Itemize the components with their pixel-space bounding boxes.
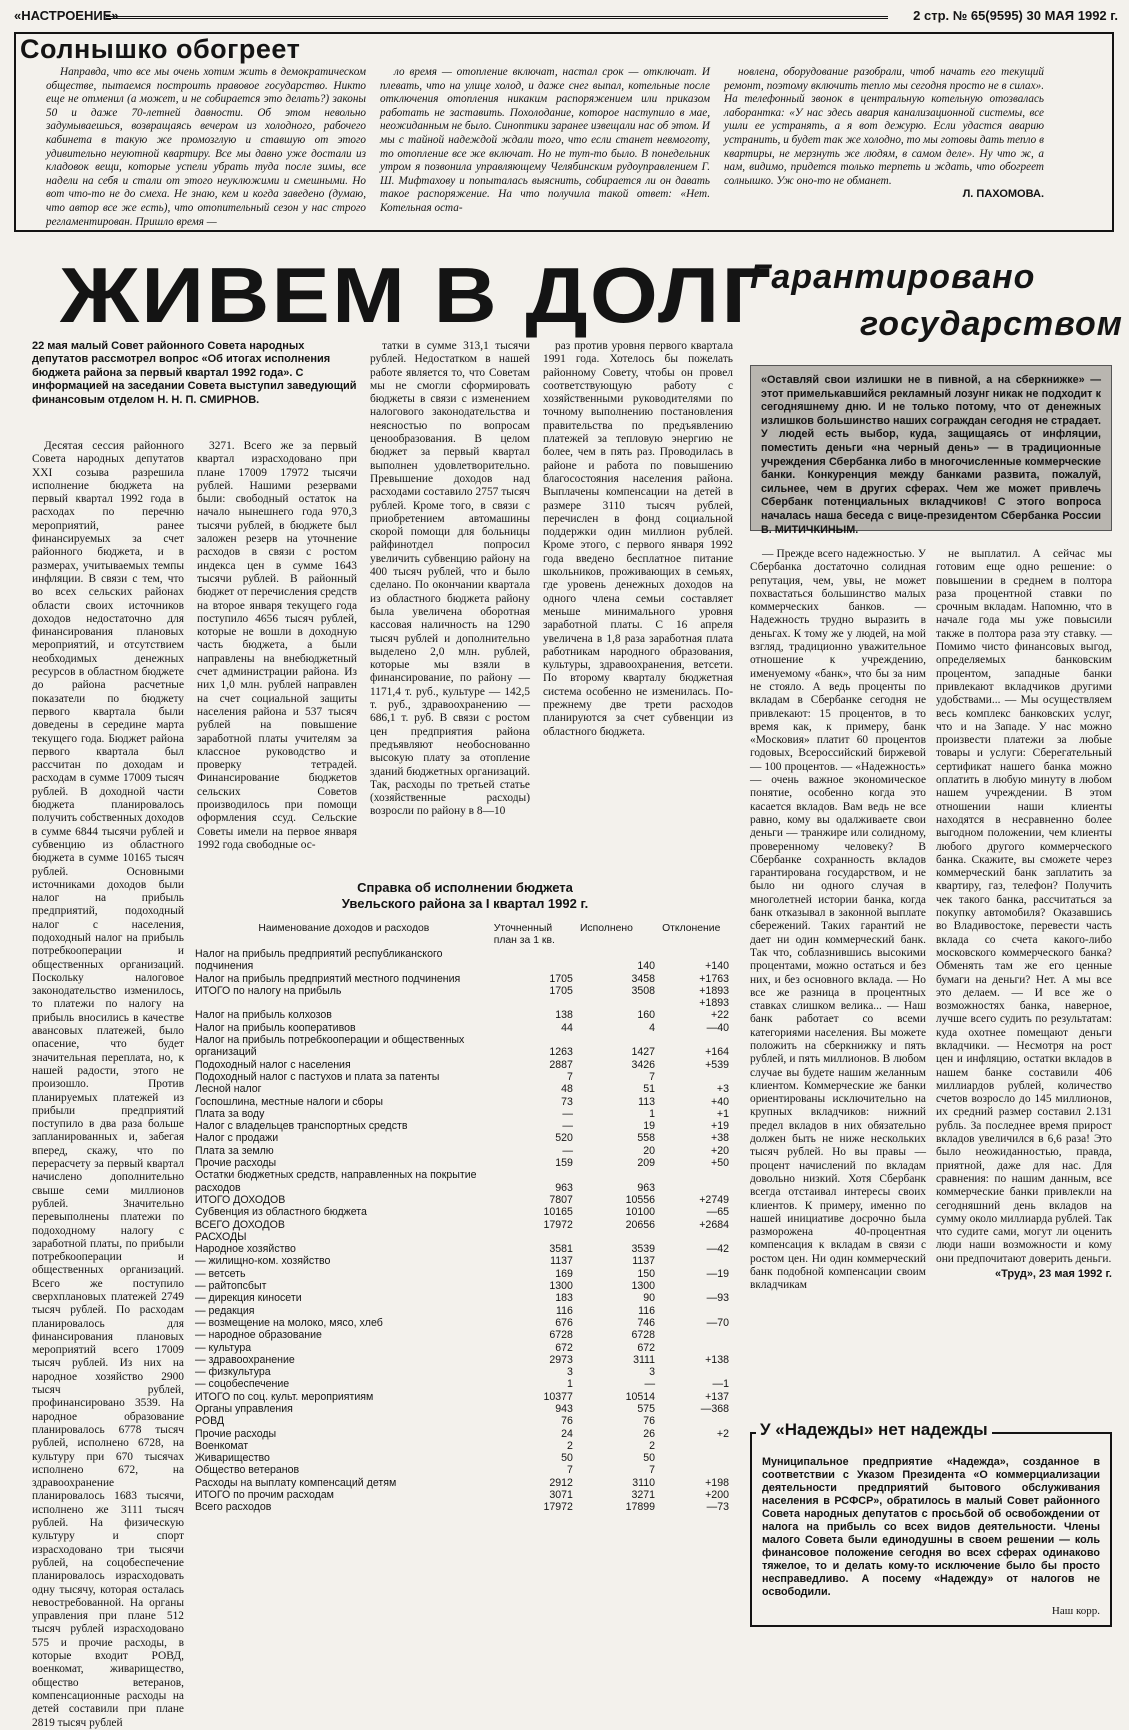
table-row <box>195 1366 735 1378</box>
table-cell-name: — райтопсбыт <box>195 1280 267 1293</box>
table-row <box>195 1096 735 1108</box>
header-rule <box>106 16 888 19</box>
table-cell-name: Всего расходов <box>195 1501 272 1514</box>
table-cell-value <box>661 1440 735 1452</box>
table-cell-value: 1427 <box>631 1046 656 1059</box>
table-row <box>195 1292 735 1304</box>
table-cell-value: 2 <box>567 1439 573 1452</box>
table-row <box>195 1243 735 1255</box>
table-cell-name: Расходы на выплату компенсаций детям <box>195 1476 397 1489</box>
table-cell-name: Подоходный налог с населения <box>195 1058 351 1071</box>
table-row <box>195 1255 735 1267</box>
table-cell-value: 51 <box>643 1083 656 1096</box>
table-row <box>195 1354 735 1366</box>
table-cell-value: 3539 <box>631 1243 656 1256</box>
table-cell-value: 1705 <box>549 984 573 997</box>
table-cell-value <box>493 948 579 973</box>
table-cell-value: 73 <box>561 1095 573 1108</box>
table-cell-value <box>579 1231 661 1243</box>
table-cell-value: 746 <box>637 1316 656 1329</box>
table-cell-value: —70 <box>706 1316 729 1329</box>
table-cell-value <box>661 1452 735 1464</box>
table-cell-value: 6728 <box>631 1329 656 1342</box>
article-body: Муниципальное предприятие «Надежда», созданное в соответствии с Указом Президента «О коммерциализации деятельности предприятий бытового обслуживания населения в РСФСР», обратилось в малый Совет районного Совета народных депутатов с просьбой об освобождении от налога на прибыль со всех видов деятельности. Члены малого Совета были единодушны в своем решении — коль финансовое положение сегодня во всех сферах одинаково тяжелое, то и делать кому-то исключение было бы просто несправедливо. А посему «Надежду» от налогов не освободили. <box>762 1456 1100 1598</box>
table-cell-name: — культура <box>195 1341 252 1354</box>
table-cell-value <box>661 1415 735 1427</box>
table-cell-value: +1893 <box>699 984 729 997</box>
table-cell-value: 17972 <box>543 1501 573 1514</box>
table-cell-value: 3 <box>567 1366 573 1379</box>
article-column: ло время — отопление включат, настал срок — отключат. И плевать, что на улице холод, и даже снег выпал, котельные после отключения отопления никаким распоряжением или приказом работать не заставить. Похолодание, которое наступило в мае, неожиданным не было. Синоптики заранее извещали нас об этом. И мы с тайной надеждой ждали того, что если станет невмоготу, то отопление все же включат. Но не тут-то было. В понедельник утром я позвонила управляющему Челябинским рудоуправлением Г. Ш. Мифтахову и попыталась выяснить, собирается ли он давать такое распоряжение. На что получила такой ответ: «Нет. Котельная оста- <box>380 66 710 214</box>
table-row <box>195 1378 735 1390</box>
table-cell-value: 24 <box>561 1427 573 1440</box>
newspaper-section-name: «НАСТРОЕНИЕ» <box>14 8 119 23</box>
table-cell-name: — соцобеспечение <box>195 1378 290 1391</box>
table-cell-name: Военкомат <box>195 1439 249 1452</box>
table-cell-value: +2749 <box>699 1193 729 1206</box>
table-cell-value: 3110 <box>632 1476 656 1489</box>
table-cell-name: РОВД <box>195 1415 225 1428</box>
table-row <box>195 1391 735 1403</box>
table-cell-value: +164 <box>705 1046 729 1059</box>
table-row <box>195 1501 735 1513</box>
table-cell-name: Народное хозяйство <box>195 1243 296 1256</box>
table-row <box>195 1452 735 1464</box>
table-cell-name: Налог на прибыль потребкооперации и общественных организаций <box>195 1034 465 1059</box>
article-lead-box: «Оставляй свои излишки не в пивной, а на сберкнижке» — этот примелькавшийся рекламный лозунг никак не подходит к сегодняшнему дню. И не только потому, что от денежных излишков большинство наших сограждан сегодня не страдает. У людей есть выбор, куда, защищаясь от инфляции, поместить деньги «на черный день» — в традиционные учреждения Сбербанка либо в многочисленные коммерческие банки. Конкуренция между банками развита, пожалуй, сильнее, чем в других сферах. Чем же может привлечь Сбербанк потенциальных вкладчиков! С этого вопроса началась наша беседа с вице-президентом Сбербанка России В. МИТИЧКИНЫМ. <box>750 365 1112 531</box>
table-cell-value: 113 <box>638 1095 656 1108</box>
table-cell-value: +19 <box>711 1120 729 1133</box>
table-cell-value: — <box>562 1120 573 1133</box>
table-cell-name: Налог с продажи <box>195 1132 279 1145</box>
table-cell-value: 3111 <box>633 1353 656 1366</box>
table-cell-name: ИТОГО по прочим расходам <box>195 1489 334 1502</box>
table-cell-value: —42 <box>706 1243 729 1256</box>
table-cell-value: —1 <box>712 1378 729 1391</box>
table-cell-value: +38 <box>711 1132 729 1145</box>
table-row <box>195 1489 735 1501</box>
table-cell-value: 1 <box>567 1378 573 1391</box>
table-row <box>195 1022 735 1034</box>
table-cell-name: — физкультура <box>195 1366 271 1379</box>
table-cell-name <box>195 997 493 1009</box>
table-cell-value: 2887 <box>549 1058 573 1071</box>
table-row <box>195 997 735 1009</box>
article-signature: Наш корр. <box>1051 1605 1100 1617</box>
table-cell-name: ВСЕГО ДОХОДОВ <box>195 1218 285 1231</box>
table-cell-value: 672 <box>637 1341 656 1354</box>
table-cell-value: 76 <box>561 1415 573 1428</box>
table-cell-value: —73 <box>706 1501 729 1514</box>
article-box-nadezhda <box>750 1432 1112 1627</box>
table-cell-value: 20656 <box>625 1218 656 1231</box>
table-cell-value: 676 <box>555 1316 573 1329</box>
table-cell-value: 672 <box>555 1341 573 1354</box>
table-cell-name: Госпошлина, местные налоги и сборы <box>195 1095 383 1108</box>
article-title-solnyshko: Солнышко обогреет <box>20 34 301 64</box>
table-cell-value: — <box>562 1144 573 1157</box>
budget-table-title: Справка об исполнении бюджета Увельского района за I квартал 1992 г. <box>341 880 589 911</box>
table-row <box>195 1083 735 1095</box>
table-cell-value: +539 <box>705 1058 729 1071</box>
table-cell-value: — <box>644 1378 656 1391</box>
table-cell-value: 3 <box>649 1366 656 1379</box>
table-cell-value: 209 <box>637 1157 656 1170</box>
table-row <box>195 1231 735 1243</box>
table-cell-name: Налог на прибыль кооперативов <box>195 1021 356 1034</box>
table-row <box>195 1464 735 1476</box>
table-cell-value: —19 <box>706 1267 729 1280</box>
column-header: Отклонение <box>662 923 721 934</box>
table-cell-value: 116 <box>556 1304 573 1317</box>
table-cell-name: — дирекция киносети <box>195 1292 302 1305</box>
table-row <box>195 1280 735 1292</box>
table-cell-value: 159 <box>555 1157 573 1170</box>
table-cell-value: 1300 <box>549 1280 573 1293</box>
budget-table-box <box>195 880 735 1642</box>
table-cell-value: +1 <box>716 1107 729 1120</box>
table-cell-name: ИТОГО по соц. культ. мероприятиям <box>195 1390 374 1403</box>
table-cell-value: +1763 <box>699 972 729 985</box>
table-cell-name: Подоходный налог с пастухов и плата за патенты <box>195 1070 440 1083</box>
table-cell-value: 10165 <box>543 1206 573 1219</box>
table-cell-value: —368 <box>700 1402 729 1415</box>
table-row <box>195 1219 735 1231</box>
table-cell-value: 169 <box>555 1267 573 1280</box>
table-cell-value: 44 <box>561 1021 573 1034</box>
table-cell-value: 6728 <box>549 1329 573 1342</box>
table-row <box>195 1415 735 1427</box>
table-cell-value: 183 <box>555 1292 573 1305</box>
table-row <box>195 1071 735 1083</box>
table-cell-name: — здравоохранение <box>195 1353 295 1366</box>
table-cell-value: +198 <box>705 1476 729 1489</box>
table-cell-value: 10514 <box>625 1390 656 1403</box>
table-cell-value <box>661 1071 735 1083</box>
article-column: не выплатил. А сейчас мы готовим еще одно решение: о повышении в среднем в полтора раза процентной ставки по срочным вкладам. Напомню, что в начале года мы уже повысили также в полтора раза эту ставку. — Помимо чисто финансовых выгод, определяемых банковским процентом, западные банки привлекают вкладчиков другими удобствами... — Мы осуществляем весь комплекс банковских услуг, что и на Западе. У нас можно произвести платежи за любые товары и услуги: Сберегательный сертификат нашего банка можно оплатить в любую минуту в любом нашем учреждении. В этом отношении наши клиенты находятся в несравненно более выгодном положении, чем клиенты любого другого коммерческого банка. Скажите, вы сможете через коммерческий банк заплатить за квартиру, газ, телефон? Получить чек такого банка, рассчитаться за покупку автомобиля? Оказавшись во Владивостоке, перевести часть вклада со счета какого-либо московского коммерческого банка? Обменять там же его ценные бумаги на деньги? Нет. А мы все это делаем. — И все же о возможностях банка, наверное, лучше всего судить по результатам: куда охотнее помещают деньги вкладчики. — Несмотря на рост цен и инфляцию, остатки вкладов в нашем банке составили 406 миллиардов рублей, количество счетов возросло до 145 миллионов, их средний размер составил 2.131 рубль. За последнее время прирост вкладов увеличился в 6,6 раза! Это было неожиданностью, правда, приятной, даже для нас. Для сравнения: по нашим данным, все коммерческие банки привлекли на сегодняшний день вкладов на сумму около миллиарда рублей. Так что судите сами, могут ли оценить люди наши возможности и кому они предпочитают доверить деньги. «Труд», 23 мая 1992 г. <box>936 548 1112 1281</box>
table-cell-value: 20 <box>643 1144 656 1157</box>
table-row <box>195 1034 735 1059</box>
article-signature: «Труд», 23 мая 1992 г. <box>995 1268 1112 1281</box>
table-cell-value: 1263 <box>549 1046 573 1059</box>
table-row <box>195 1403 735 1415</box>
table-row <box>195 1157 735 1169</box>
table-row <box>195 1440 735 1452</box>
budget-table <box>195 922 735 1514</box>
table-cell-name: — редакция <box>195 1304 255 1317</box>
table-cell-value: 17972 <box>543 1218 573 1231</box>
table-cell-value: 3071 <box>549 1489 573 1502</box>
table-cell-value <box>493 1231 579 1243</box>
table-cell-value: — <box>562 1107 573 1120</box>
table-cell-value <box>493 997 579 1009</box>
table-cell-value: 558 <box>637 1132 656 1145</box>
table-cell-value: 7 <box>567 1464 573 1477</box>
table-cell-value: 7 <box>567 1070 573 1083</box>
table-cell-name: Живарищество <box>195 1452 270 1465</box>
table-cell-name: Субвенция из областного бюджета <box>195 1206 367 1219</box>
table-cell-value: +50 <box>711 1157 729 1170</box>
table-cell-value: 160 <box>637 1009 656 1022</box>
article-title-garantirovano-line1: Гарантировано <box>750 258 1036 296</box>
table-cell-name: — ветсеть <box>195 1267 246 1280</box>
table-row <box>195 1194 735 1206</box>
table-cell-value: 10556 <box>625 1193 656 1206</box>
table-cell-value: 2973 <box>549 1353 573 1366</box>
table-cell-value: 17899 <box>625 1501 656 1514</box>
table-cell-value: 1137 <box>550 1255 573 1268</box>
table-cell-value: 4 <box>649 1021 656 1034</box>
table-cell-value: —65 <box>706 1206 729 1219</box>
table-cell-value: 963 <box>555 1181 573 1194</box>
table-cell-value: 19 <box>643 1120 656 1133</box>
table-cell-name: Общество ветеранов <box>195 1464 300 1477</box>
table-cell-value: +20 <box>711 1144 729 1157</box>
table-row <box>195 1317 735 1329</box>
table-row <box>195 1428 735 1440</box>
table-cell-value: 10377 <box>543 1390 573 1403</box>
table-row <box>195 1108 735 1120</box>
column-header: Исполнено <box>579 923 633 934</box>
table-row <box>195 1329 735 1341</box>
table-cell-value: 1300 <box>631 1280 656 1293</box>
article-column: 3271. Всего же за первый квартал израсходовано при плане 17009 17972 тысячи рублей. Нашими резервами были: свободный остаток на начало нынешнего года 970,3 тысячи рублей, в бюджете был заложен резерв на уточнение расходов в связи с ростом индекса цен в сумме 1643 тысячи рублей. В районный бюджет от перечисления средств на второе января текущего года поступило 4656 тысяч рублей, которые не вошли в доходную часть бюджета, а были направлены на внебюджетный счет администрации района. Из них 1,0 млн. рублей направлен на счет социальной защиты населения района и 537 тысяч рублей на повышение заработной платы учителям за классное руководство и проверку тетрадей. Финансирование бюджетов сельских Советов производилось при помощи оформления ссуд. Сельские Советы имели на первое января 1992 года свободные ос- <box>197 440 357 851</box>
table-cell-value: 138 <box>555 1009 573 1022</box>
table-cell-name: Прочие расходы <box>195 1427 277 1440</box>
table-cell-value: +140 <box>705 960 729 973</box>
table-cell-value: 3581 <box>549 1243 573 1256</box>
table-cell-name: Налог на прибыль предприятий местного подчинения <box>195 972 461 985</box>
table-cell-value <box>661 1342 735 1354</box>
table-cell-value: 140 <box>637 960 656 973</box>
table-cell-value <box>661 1464 735 1476</box>
issue-info: 2 стр. № 65(9595) 30 МАЯ 1992 г. <box>913 8 1118 23</box>
table-cell-value: +22 <box>711 1009 729 1022</box>
table-cell-name: РАСХОДЫ <box>195 1230 247 1243</box>
table-cell-value: +40 <box>711 1095 729 1108</box>
table-cell-value: 3508 <box>631 984 656 997</box>
table-cell-value: —93 <box>706 1292 729 1305</box>
table-cell-value: 48 <box>561 1083 573 1096</box>
table-row <box>195 985 735 997</box>
table-cell-value: 3458 <box>631 972 656 985</box>
table-cell-value: 116 <box>638 1304 656 1317</box>
table-cell-name: — возмещение на молоко, мясо, хлеб <box>195 1316 383 1329</box>
table-cell-value: 50 <box>643 1452 656 1465</box>
table-cell-name: Лесной налог <box>195 1083 262 1096</box>
table-cell-value <box>661 1169 735 1194</box>
table-cell-value: +2 <box>716 1427 729 1440</box>
table-cell-name: Органы управления <box>195 1402 293 1415</box>
table-cell-name: Остатки бюджетных средств, направленных на покрытие расходов <box>195 1169 477 1194</box>
table-cell-value <box>661 1329 735 1341</box>
table-cell-name: Налог на прибыль колхозов <box>195 1009 332 1022</box>
article-column: Десятая сессия районного Совета народных депутатов XXI созыва разрешила исполнение бюджета на первый квартал 1992 года в расходах по перечню мероприятий, ранее финансируемых за счет районного бюджета, и в размерах, учитываемых темпы инфляции. В связи с тем, что во всех сельских районах области своих источников доходов недостаточно для финансирования плановых мероприятий, и отсутствием необходимых денежных ресурсов в областном бюджете до района расчетные показатели по бюджету первого квартала были доведены в середине марта текущего года. Бюджет района первого квартала был рассчитан по доходам и расходам в сумме 17009 тысяч рублей. В доходной части бюджета планировалось получить собственных доходов в сумме 6844 тысячи рублей и субвенцию из областного бюджета в сумме 10165 тысяч рублей. Основными источниками доходов были налог на прибыль предприятий, подоходный налог с населения, подоходный налог на прибыль потребкооперации и общественных организаций. Поскольку налоговое законодательство изменилось, то платежи по налогу на прибыль вносились в качестве авансовых платежей, было опасение, что будет значительная переплата, но, к нашей радости, этого не произошло. Против планируемых платежей из прибыли предприятий поступило в два раза больше запланированных и, забегая вперед, скажу, что по перерасчету за первый квартал начислено дополнительно свыше семи миллионов рублей. Значительно перевыполнены платежи по подоходному налогу с заработной платы, по прибыли потребкооперации и общественных организаций. Всего же поступило сверхплановых платежей 2749 тысяч рублей. По расходам планировалось для финансирования плановых мероприятий всего 17009 тысяч рублей. Из них на народное хозяйство 2900 тысяч рублей, профинансировано 3539. На народное образование планировалось 6778 тысяч рублей, исполнено 6728, на культуру при 670 тысячах исполнено 672, на здравоохранение планировалось 1683 тысячи, исполнено же 3111 тысяч рублей. На физическую культуру и спорт израсходовано три тысячи рублей, на соцобеспечение планировалось израсходовать одну тысячу, которая осталась невостребованной. На органы управления при плане 512 тысяч рублей израсходовано 575 и прочие расходы, в которые входит РОВД, военкомат, живарищество, общество ветеранов, компенсационные расходы на детей составили при плане 2819 тысяч рублей <box>32 440 184 1729</box>
article-title-nadezhda: У «Надежды» нет надежды <box>756 1420 992 1440</box>
table-cell-value: 1705 <box>549 972 573 985</box>
table-row <box>195 948 735 973</box>
table-cell-value: +138 <box>705 1353 729 1366</box>
article-body-solnyshko <box>46 66 1106 228</box>
table-row <box>195 1206 735 1218</box>
table-cell-value: +3 <box>716 1083 729 1096</box>
table-row <box>195 1169 735 1194</box>
table-cell-value <box>579 997 661 1009</box>
table-row <box>195 973 735 985</box>
table-cell-name: Плата за землю <box>195 1144 274 1157</box>
table-row <box>195 1145 735 1157</box>
table-cell-name: Прочие расходы <box>195 1157 277 1170</box>
article-column: раз против уровня первого квартала 1991 года. Хотелось бы пожелать районному Совету, чтобы он провел соответствующую работу с хозяйственными руководителями по точному выполнению постановления правительства по предъявлению платежей за тепловую энергию не более, чем в пять раз. Проводилась в районе и работа по повышению благосостояния населения района. Выплачены компенсации на детей в размере 3110 тысяч рублей, перечислен в фонд социальной поддержки один миллион рублей. Кроме этого, с первого января 1992 года введено бесплатное питание школьников, проживающих в семьях, где уровень денежных доходов на одного члена семьи составляет меньше минимального уровня заработной платы. С 16 апреля увеличена в 1,8 раза заработная плата работникам народного образования, культуры, здравоохранения, ветсети. По второму кварталу бюджетная система особенно не изменилась. По-прежнему две трети расходов планируются за счет субвенции из областного бюджета. <box>543 340 733 738</box>
article-column: — Прежде всего надежностью. У Сбербанка достаточно солидная репутация, чем, увы, не может похвастаться большинство малых коммерческих банков. — Надежность трудно выразить в деньгах. К тому же у людей, на мой взгляд, традиционно уважительное отношение к учреждению, именуемому «банк», что бы за ним не стояло. А ведь проценты по вкладам в Сбербанке сегодня не привлекают: 15 процентов, в то время как, к примеру, банк «Московия» платит 60 процентов годовых, Всероссийский биржевой — 100 процентов. — «Надежность» — очень важное экономическое понятие, особенно когда это касается вкладов. Вам ведь не все равно, кому вы одалживаете свои деньги — транжире или солидному, проверенному человеку? В Сбербанке сохранность вкладов гарантирована государством, и не было ни одного случая в многолетней истории банка, когда банк отказывал в законной выплате сбережений. Таких гарантий не дает ни один коммерческий банк. Так что, соблазнившись высокими процентами, можно остаться и без них, и без основного вклада. — Но все же разница в процентных ставках слишком велика... — Наш банк работает со всеми категориями населения. Вы можете положить на сберкнижку и пять рублей, и пять миллионов. В любом случае вы будете нашим желанным клиентом. Коммерческие же банки ориентированы исключительно на крупных вкладчиков: нижний предел вкладов в них обязательно должен быть не ниже нескольких тысяч рублей. Но вы правы — процент начислений по вкладам довольно низкий. Хотя Сбербанк всегда отстаивал интересы своих клиентов. К примеру, именно по нашей инициативе досрочно была разморожена 40-процентная компенсация к вкладам в связи с ростом цен. Ни один коммерческий банк подобной компенсации своим вкладчикам <box>750 548 926 1292</box>
column-header: Наименование доходов и расходов <box>258 923 430 934</box>
table-cell-value: 7807 <box>549 1193 573 1206</box>
table-cell-name: — жилищно-ком. хозяйство <box>195 1255 331 1268</box>
table-cell-value: —40 <box>706 1021 729 1034</box>
article-title-garantirovano-line2: государством <box>860 305 1123 343</box>
article-signature: Л. ПАХОМОВА. <box>962 188 1044 201</box>
table-cell-name: Налог на прибыль предприятий республиканского подчинения <box>195 948 443 973</box>
table-cell-value: 150 <box>637 1267 656 1280</box>
table-cell-name: Налог с владельцев транспортных средств <box>195 1120 408 1133</box>
page-header <box>14 8 1118 26</box>
table-cell-value: 3271 <box>631 1489 656 1502</box>
table-row <box>195 1132 735 1144</box>
table-row <box>195 1120 735 1132</box>
table-cell-value: 76 <box>643 1415 656 1428</box>
table-cell-name: ИТОГО по налогу на прибыль <box>195 984 342 997</box>
table-cell-value: 1137 <box>632 1255 656 1268</box>
table-row <box>195 1059 735 1071</box>
table-cell-value: +200 <box>705 1489 729 1502</box>
table-row <box>195 1477 735 1489</box>
table-cell-value <box>661 1366 735 1378</box>
table-cell-value: 90 <box>643 1292 656 1305</box>
table-cell-value: +2684 <box>699 1218 729 1231</box>
column-header: Уточненный план за 1 кв. <box>493 923 555 946</box>
table-cell-value: 2 <box>649 1439 656 1452</box>
table-cell-value: 1 <box>649 1107 656 1120</box>
table-cell-name: ИТОГО ДОХОДОВ <box>195 1193 286 1206</box>
table-cell-value <box>661 1255 735 1267</box>
article-lead: 22 мая малый Совет районного Совета народных депутатов рассмотрел вопрос «Об итогах исполнения бюджета района за первый квартал 1992 года». С информацией на заседании Совета выступил заведующий финансовым отделом Н. Н. П. СМИРНОВ. <box>32 340 357 406</box>
table-cell-value: 50 <box>561 1452 573 1465</box>
table-cell-value: 520 <box>555 1132 573 1145</box>
table-cell-value: +1893 <box>699 997 729 1010</box>
article-column: Направда, что все мы очень хотим жить в демократическом обществе, пытаемся построить правовое государство. Никто еще не отменил (а может, и не собирается это делать?) законы 50 и даже 70-летней давности. Об этом невольно задумываешься, возвращаясь вечером из холодного, рабочего кабинета в такую же промозглую и ставшую от этого удивительно неуютной квартиру. Все мы давно уже достали из кладовок вещи, которые успели убрать туда после зимы, все надели на себя и стали от этого неуклюжими и смешными. Но вот что-то не до смеха. Не знаю, кем и когда заведено (думаю, что автор все же есть), что отопительный сезон у нас строго регламентирован. Пришло время — <box>46 66 366 228</box>
table-row <box>195 1342 735 1354</box>
table-cell-value: 963 <box>637 1181 656 1194</box>
table-row <box>195 1009 735 1021</box>
table-cell-value: +137 <box>705 1390 729 1403</box>
table-cell-value: 575 <box>637 1402 656 1415</box>
table-cell-value <box>661 1280 735 1292</box>
table-cell-value: 943 <box>555 1402 573 1415</box>
table-cell-value <box>661 1231 735 1243</box>
table-row <box>195 1268 735 1280</box>
article-column: новлена, оборудование разобрали, чтоб начать его текущий ремонт, поэтому включить тепло мы сегодня просто не в силах». На телефонный звонок в центральную котельную отозвалась лаборантка: «У нас здесь авария канализационной системы, все ушли ее устранять, а я вот дежурю. Если удастся аварию устранить, и будет так же холодно, то мы готовы дать тепло в квартиры, не мерзнуть же людям, в самом деле». Ну что ж, а нам, видимо, придется только терпеть и ждать, что обогреет солнышко. Уж оно-то не обманет. Л. ПАХОМОВА. <box>724 66 1044 201</box>
table-row <box>195 1305 735 1317</box>
table-cell-value: 26 <box>643 1427 656 1440</box>
table-cell-value: 2912 <box>549 1476 573 1489</box>
table-cell-name: — народное образование <box>195 1329 322 1342</box>
article-column: татки в сумме 313,1 тысячи рублей. Недостатком в нашей работе является то, что Советам мы не смогли сформировать бюджеты в связи с изменением налогового законодательства и неясностью по вопросам ценообразования. В целом бюджет за первый квартал выполнен удовлетворительно. Превышение доходов над расходами составило 2757 тысяч рублей. Кроме того, в связи с приобретением автомашины скорой помощи для больницы райфинотдел попросил увеличить субвенцию району на 400 тысяч рублей, что и было сделано. По окончании квартала из областного бюджета району была увеличена оборотная кассовая наличность на 1290 тысяч рублей и дополнительно выделено 2,0 млн. рублей, которые мы взяли в финансирование, по району — 1171,4 т. руб., культуре — 142,5 т. руб., здравоохранению — 686,1 т. руб. В связи с ростом цен предприятия района предъявляют необоснованно высокую плату за отопление зданий бюджетных организаций. Так, расходы по третьей статье (хозяйственные расходы) возросли по району в 8—10 <box>370 340 530 818</box>
article-title-zhivem-v-dolg: ЖИВЕМ В ДОЛГ <box>60 251 774 339</box>
table-cell-value: 3426 <box>631 1058 656 1071</box>
table-cell-value: 10100 <box>625 1206 656 1219</box>
table-cell-name: Плата за воду <box>195 1107 265 1120</box>
table-cell-value: 7 <box>649 1070 656 1083</box>
table-header-row <box>195 922 735 948</box>
table-cell-value <box>661 1305 735 1317</box>
table-cell-value: 7 <box>649 1464 656 1477</box>
